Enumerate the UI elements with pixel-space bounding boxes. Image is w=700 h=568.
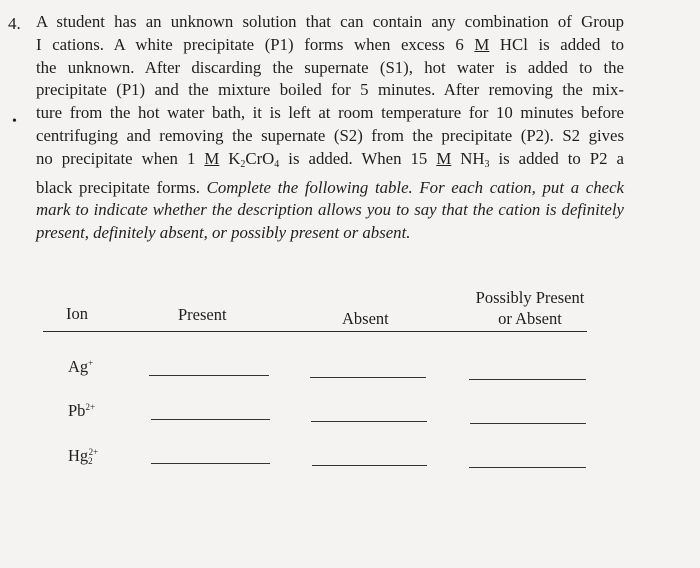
question-line-4: precipitate (P1) and the mixture boiled for 5 minutes. After removing the mix- [36,80,624,100]
question-line-9: mark to indicate whether the description allows you to say that the cation is definitely [36,200,624,220]
answer-blank-ag-possibly[interactable] [469,379,586,380]
question-line-6: centrifuging and removing the supernate (S2) from the precipitate (P2). S2 gives [36,125,624,145]
question-line-5: ture from the hot water bath, it is left at room temperature for 10 minutes before [36,103,624,123]
question-text [36,11,624,245]
question-line-8: black precipitate forms. Complete the following table. For each cation, put a check [36,177,624,197]
column-header-possibly [470,287,590,329]
column-header-possibly-line1: Possibly Present [475,288,585,307]
answer-blank-ag-present[interactable] [149,375,269,376]
question-line-7: no precipitate when 1 M $K_2CrO_4$ is added. When 15 M $NH_3$ is added to P2 a [36,148,624,170]
margin-bullet: • [12,114,17,129]
answer-blank-pb-absent[interactable] [311,421,427,422]
ion-mercury: $Hg_2^{2+}$ [68,446,99,466]
question-number: 4. [8,14,21,33]
table-header-rule [43,331,587,332]
answer-blank-ag-absent[interactable] [310,377,426,378]
ion-silver: Ag+ [68,357,94,376]
answer-blank-hg-present[interactable] [151,463,270,464]
question-line-10: present, definitely absent, or possibly present or absent. [36,223,411,243]
question-line-3: the unknown. After discarding the supernate (S1), hot water is added to the [36,57,624,77]
question-line-1: A student has an unknown solution that can contain any combination of Group [36,12,624,31]
answer-blank-hg-absent[interactable] [312,465,427,466]
answer-blank-pb-possibly[interactable] [470,423,586,424]
column-header-absent: Absent [342,309,389,328]
ion-lead: $Pb^{2+}$ [68,401,96,420]
column-header-ion: Ion [66,304,88,323]
answer-blank-pb-present[interactable] [151,419,270,420]
column-header-present: Present [178,305,227,324]
column-header-possibly-line2: or Absent [498,309,562,328]
question-line-2: I cations. A white precipitate (P1) forms when excess 6 M HCl is added to [36,34,625,54]
answer-blank-hg-possibly[interactable] [469,467,586,468]
